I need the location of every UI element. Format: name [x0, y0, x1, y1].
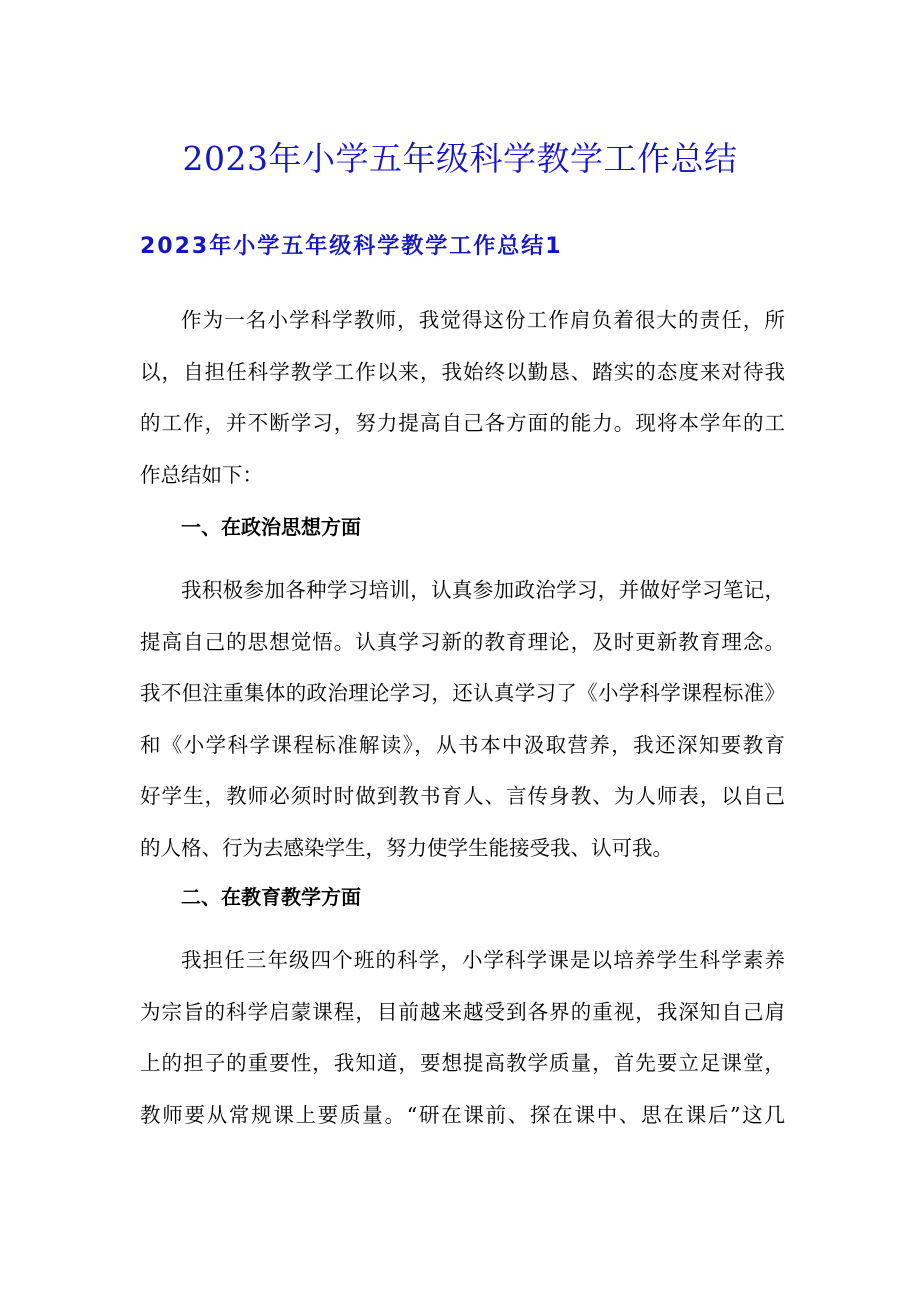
paragraph-line: 以，自担任科学教学工作以来，我始终以勤恳、踏实的态度来对待我	[140, 359, 785, 384]
section-heading: 2023年小学五年级科学教学工作总结1	[140, 234, 563, 259]
document-title: 2023年小学五年级科学教学工作总结	[182, 139, 738, 178]
subheading-politics: 一、在政治思想方面	[181, 515, 361, 539]
paragraph-line: 的人格、行为去感染学生，努力使学生能接受我、认可我。	[140, 835, 673, 860]
teaching-paragraph	[140, 935, 785, 1141]
paragraph-line: 和《小学科学课程标准解读》，从书本中汲取营养，我还深知要教育	[140, 732, 785, 757]
paragraph-line: 教师要从常规课上要质量。“研在课前、探在课中、思在课后”这几	[140, 1102, 785, 1127]
paragraph-line: 作为一名小学科学教师，我觉得这份工作肩负着很大的责任，所	[181, 308, 785, 332]
paragraph-line: 提高自己的思想觉悟。认真学习新的教育理论，及时更新教育理念。	[140, 629, 785, 654]
subheading-teaching: 二、在教育教学方面	[181, 885, 361, 909]
paragraph-line: 我担任三年级四个班的科学，小学科学课是以培养学生科学素养	[181, 948, 785, 972]
paragraph-line: 上的担子的重要性，我知道，要想提高教学质量，首先要立足课堂，	[140, 1051, 785, 1075]
paragraph-line: 为宗旨的科学启蒙课程，目前越来越受到各界的重视，我深知自己肩	[140, 999, 785, 1024]
paragraph-line: 我不但注重集体的政治理论学习，还认真学习了《小学科学课程标准》	[140, 681, 785, 705]
politics-paragraph	[140, 565, 785, 874]
paragraph-line: 作总结如下：	[140, 462, 263, 487]
intro-paragraph	[140, 295, 785, 501]
paragraph-line: 的工作，并不断学习，努力提高自己各方面的能力。现将本学年的工	[140, 411, 785, 435]
paragraph-line: 我积极参加各种学习培训，认真参加政治学习，并做好学习笔记，	[181, 578, 785, 602]
paragraph-line: 好学生，教师必须时时做到教书育人、言传身教、为人师表，以自己	[140, 784, 785, 808]
